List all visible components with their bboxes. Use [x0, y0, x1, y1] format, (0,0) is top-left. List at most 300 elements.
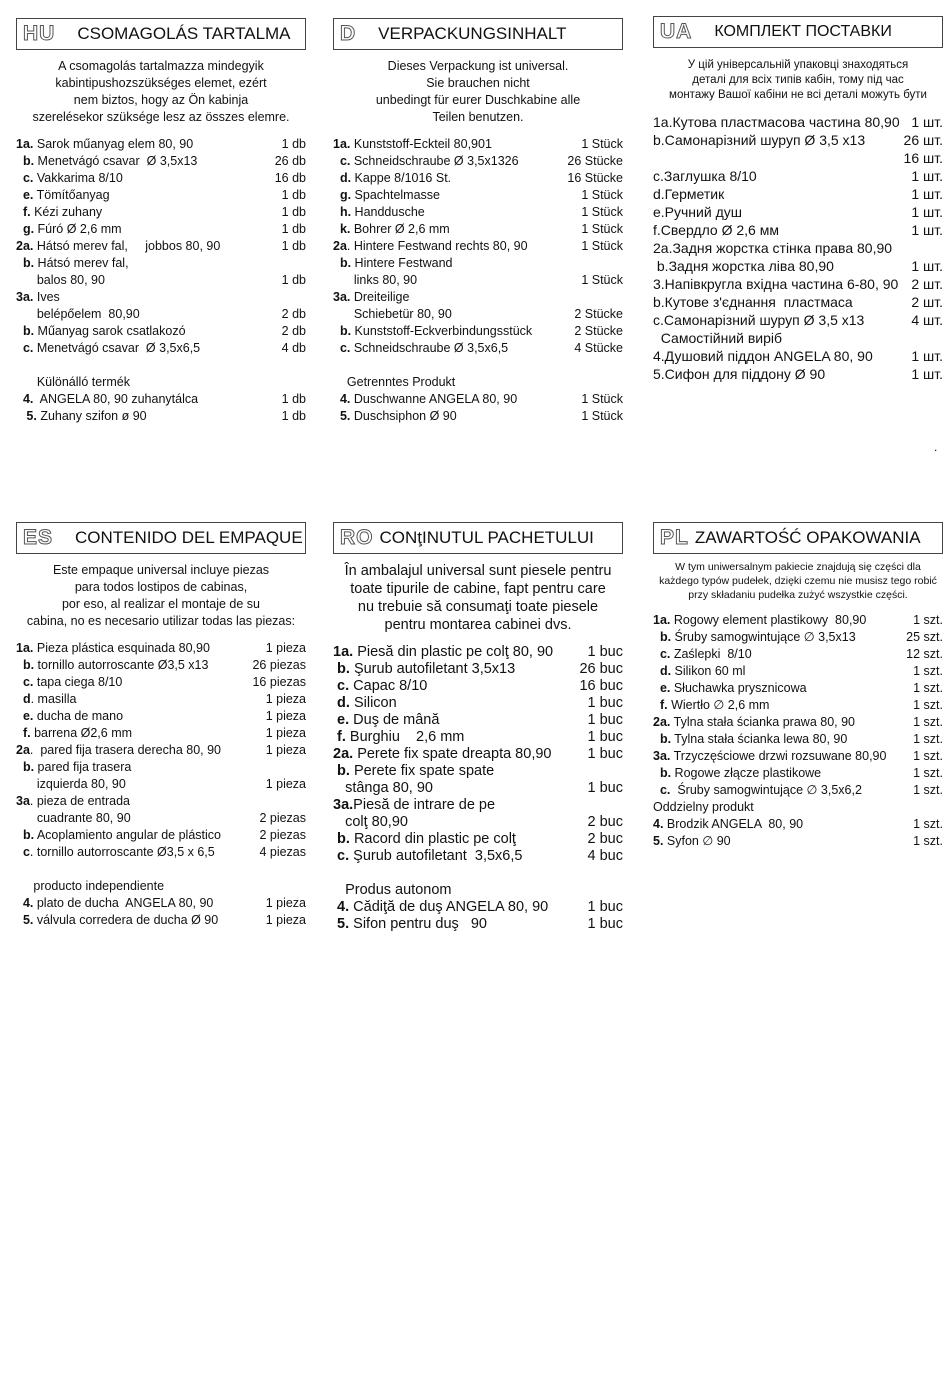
item-label	[16, 374, 130, 391]
item-number: c.	[653, 783, 671, 797]
item-text: Самостійний виріб	[653, 330, 783, 346]
item-number: 1a.	[653, 613, 671, 627]
item-label	[16, 306, 140, 323]
list-item	[16, 844, 306, 861]
item-text: Perete fix spate dreapta 80,90	[353, 746, 552, 762]
list-item	[16, 391, 306, 408]
list-item	[333, 289, 623, 306]
item-quantity: 1 db	[281, 188, 306, 202]
list-item	[16, 204, 306, 221]
language-code: HU	[23, 22, 56, 45]
item-label	[16, 912, 218, 929]
list-item	[653, 365, 943, 383]
item-number: b.	[16, 828, 35, 842]
list-item	[653, 612, 943, 629]
item-number: b.	[333, 661, 350, 677]
item-text: 2a.Задня жорстка стінка права 80,90	[653, 240, 893, 256]
list-item	[16, 691, 306, 708]
item-text: Brodzik ANGELA 80, 90	[663, 817, 804, 831]
item-quantity: 2 buc	[587, 831, 623, 847]
item-label	[333, 780, 433, 797]
list-item	[653, 113, 943, 131]
item-text: plato de ducha ANGELA 80, 90	[33, 896, 214, 910]
item-label	[653, 629, 856, 646]
list-item	[16, 187, 306, 204]
item-number: b.	[653, 766, 672, 780]
list-item	[16, 895, 306, 912]
item-label	[333, 153, 519, 170]
item-number: f.	[16, 726, 31, 740]
item-quantity: 1 шт.	[911, 348, 943, 364]
item-text: c.Самонарізний шуруп Ø 3,5 x13	[653, 312, 865, 328]
item-number: d.	[653, 664, 672, 678]
list-item	[16, 340, 306, 357]
panel-title: ZAWARTOŚĆ OPAKOWANIA	[694, 528, 921, 547]
item-quantity: 4 db	[281, 341, 306, 355]
item-label	[333, 746, 551, 763]
list-item	[333, 238, 623, 255]
item-label	[653, 697, 769, 714]
item-list	[333, 136, 623, 425]
list-item	[16, 793, 306, 810]
item-text: Śruby samogwintujące ∅ 3,5x6,2	[670, 783, 862, 797]
item-number: 2a.	[653, 715, 671, 729]
item-number: e.	[16, 188, 34, 202]
item-text: producto independiente	[16, 879, 165, 893]
list-item	[653, 816, 943, 833]
item-quantity: 1 db	[281, 205, 306, 219]
item-text: Getrenntes Produkt	[333, 375, 456, 389]
item-number: b.	[653, 732, 672, 746]
panel-intro: Este empaque universal incluye piezas para todos lostipos de cabinas, por eso, al realizar el montaje de su cabina, no es necesario utilizar todas las piezas:	[26, 563, 296, 628]
list-item	[16, 272, 306, 289]
item-text: Cădiţă de duş ANGELA 80, 90	[349, 899, 549, 915]
item-quantity: 1 szt.	[913, 664, 943, 678]
item-text: Műanyag sarok csatlakozó	[34, 324, 186, 338]
item-label	[653, 329, 782, 347]
list-item	[653, 663, 943, 680]
item-number: b.	[333, 324, 352, 338]
list-item	[333, 272, 623, 289]
item-quantity: 1 szt.	[913, 681, 943, 695]
item-quantity: 1 pieza	[265, 777, 306, 791]
item-label	[333, 797, 495, 814]
item-text: d.Герметик	[653, 186, 725, 202]
item-number: 2a.	[16, 239, 34, 253]
item-label	[653, 185, 724, 203]
item-label	[16, 170, 123, 187]
list-item	[16, 674, 306, 691]
panel-title: CSOMAGOLÁS TARTALMA	[77, 24, 291, 43]
item-text: Wiertło ∅ 2,6 mm	[667, 698, 770, 712]
item-number: 4.	[16, 392, 34, 406]
item-label	[16, 674, 122, 691]
list-item	[653, 782, 943, 799]
list-item	[653, 311, 943, 329]
list-item	[16, 810, 306, 827]
item-quantity: 1 szt.	[913, 613, 943, 627]
item-label	[653, 748, 886, 765]
list-item	[333, 153, 623, 170]
language-code: RO	[340, 526, 374, 549]
item-text: Kappe 8/1016 St.	[351, 171, 452, 185]
item-number: f.	[333, 729, 346, 745]
list-item	[333, 408, 623, 425]
list-item	[333, 661, 623, 678]
list-item	[16, 742, 306, 759]
item-quantity: 2 Stücke	[574, 324, 623, 338]
list-item	[653, 275, 943, 293]
item-text: Duschsiphon Ø 90	[350, 409, 457, 423]
item-label	[333, 695, 397, 712]
item-text: Kunststoff-Eckverbindungsstück	[351, 324, 533, 338]
item-label	[16, 708, 123, 725]
item-quantity: 25 szt.	[906, 630, 943, 644]
item-text: Vakkarima 8/10	[33, 171, 123, 185]
item-quantity: 1 szt.	[913, 732, 943, 746]
item-label	[16, 221, 122, 238]
list-item	[653, 629, 943, 646]
item-number: b.	[333, 831, 350, 847]
item-text: Śruby samogwintujące ∅ 3,5x13	[671, 630, 856, 644]
item-label	[333, 272, 417, 289]
item-number: c.	[333, 341, 351, 355]
item-quantity: 1 pieza	[265, 641, 306, 655]
item-quantity: 1 pieza	[265, 692, 306, 706]
item-quantity: 1 шт.	[911, 204, 943, 220]
list-item	[333, 221, 623, 238]
item-label	[333, 187, 440, 204]
item-number: 2a	[333, 239, 347, 253]
item-text: Pieza plástica esquinada 80,90	[33, 641, 210, 655]
item-quantity: 26 Stücke	[567, 154, 623, 168]
item-text: b.Задня жорстка ліва 80,90	[653, 258, 834, 274]
item-number: d.	[333, 171, 352, 185]
list-item	[333, 848, 623, 865]
item-label	[16, 340, 200, 357]
item-number: 4.	[333, 899, 350, 915]
item-text: ducha de mano	[33, 709, 124, 723]
list-item	[333, 306, 623, 323]
item-text: Schneidschraube Ø 3,5x6,5	[350, 341, 509, 355]
list-item	[333, 374, 623, 391]
item-quantity: 1 Stück	[581, 205, 623, 219]
item-label	[16, 759, 131, 776]
item-label	[16, 691, 76, 708]
item-label	[16, 895, 213, 912]
item-label	[16, 810, 131, 827]
list-item	[333, 814, 623, 831]
list-item	[653, 731, 943, 748]
list-item	[16, 657, 306, 674]
item-label	[653, 131, 865, 149]
item-number: c.	[333, 678, 350, 694]
list-item	[16, 221, 306, 238]
item-text: Syfon ∅ 90	[663, 834, 731, 848]
panel-intro: Dieses Verpackung ist universal. Sie brauchen nicht unbedingt für eurer Duschkabine alle Teilen benutzen.	[375, 59, 581, 124]
item-quantity: 1 шт.	[911, 366, 943, 382]
list-item	[333, 797, 623, 814]
item-text: Bohrer Ø 2,6 mm	[350, 222, 450, 236]
language-code: PL	[660, 526, 689, 549]
language-code: D	[340, 22, 357, 45]
item-number: h.	[333, 205, 352, 219]
panel-intro: A csomagolás tartalmazza mindegyik kabintipushozszükséges elemet, ezért nem biztos, hogy az Ön kabinja szerelésekor szüksége lesz az összes elemre.	[32, 59, 290, 124]
item-number: f.	[653, 698, 668, 712]
item-quantity: 2 piezas	[259, 828, 306, 842]
list-item	[333, 323, 623, 340]
item-text: Tömítőanyag	[33, 188, 110, 202]
item-text: Duschwanne ANGELA 80, 90	[350, 392, 518, 406]
item-text: tornillo autorroscante Ø3,5 x13	[34, 658, 209, 672]
item-number: b.	[16, 658, 35, 672]
item-number: 3a.	[653, 749, 671, 763]
item-quantity: 1 buc	[587, 916, 623, 932]
item-label	[653, 663, 745, 680]
list-item	[333, 865, 623, 882]
list-item	[333, 712, 623, 729]
list-item	[333, 831, 623, 848]
item-label	[16, 255, 129, 272]
item-number: b.	[16, 256, 35, 270]
item-text: Schneidschraube Ø 3,5x1326	[350, 154, 519, 168]
item-label	[16, 136, 193, 153]
item-text: Racord din plastic pe colţ	[349, 831, 516, 847]
item-number: c.	[16, 171, 34, 185]
item-text: Şurub autofiletant 3,5x13	[349, 661, 516, 677]
item-number: 5.	[333, 916, 350, 932]
list-item	[653, 185, 943, 203]
list-item	[16, 912, 306, 929]
list-item	[16, 640, 306, 657]
item-text: c.Заглушка 8/10	[653, 168, 757, 184]
list-item	[653, 203, 943, 221]
item-label	[653, 765, 821, 782]
item-quantity: 1 pieza	[265, 913, 306, 927]
item-label	[16, 238, 220, 255]
item-quantity: 1 шт.	[911, 258, 943, 274]
item-quantity: 1 Stück	[581, 273, 623, 287]
item-text: tapa ciega 8/10	[33, 675, 123, 689]
item-quantity: 1 szt.	[913, 715, 943, 729]
item-number: 5.	[16, 913, 34, 927]
item-quantity: 2 db	[281, 324, 306, 338]
item-quantity: 16 piezas	[252, 675, 306, 689]
item-label	[653, 714, 855, 731]
list-item	[16, 289, 306, 306]
item-number: g.	[333, 188, 352, 202]
item-quantity: 1 Stück	[581, 137, 623, 151]
item-text: Menetvágó csavar Ø 3,5x13	[34, 154, 198, 168]
item-quantity: 1 Stück	[581, 239, 623, 253]
item-number: 1a.	[16, 641, 34, 655]
item-label	[653, 365, 825, 383]
item-quantity: 1 db	[281, 222, 306, 236]
item-number: e.	[16, 709, 34, 723]
list-item	[16, 374, 306, 391]
list-item	[16, 878, 306, 895]
item-label	[333, 374, 455, 391]
item-number: f.	[16, 205, 31, 219]
item-quantity: 16 db	[274, 171, 306, 185]
item-text: Piesă de intrare de pe	[353, 797, 496, 813]
list-item	[653, 347, 943, 365]
list-item	[333, 695, 623, 712]
item-label	[333, 204, 425, 221]
item-label	[653, 113, 900, 131]
item-text: cuadrante 80, 90	[16, 811, 131, 825]
item-list	[653, 612, 943, 850]
item-text: Kunststoff-Eckteil 80,901	[350, 137, 492, 151]
item-label	[16, 827, 221, 844]
item-text: izquierda 80, 90	[16, 777, 126, 791]
item-label	[653, 799, 754, 816]
item-text: Tylna stała ścianka prawa 80, 90	[670, 715, 855, 729]
item-number: k.	[333, 222, 351, 236]
item-label	[653, 257, 834, 275]
item-quantity: 1 buc	[587, 695, 623, 711]
list-item	[333, 763, 623, 780]
item-label	[333, 170, 451, 187]
item-label	[16, 204, 102, 221]
item-label	[16, 323, 186, 340]
item-label	[333, 340, 508, 357]
item-text: Zuhany szifon ø 90	[36, 409, 147, 423]
item-quantity: 1 pieza	[265, 726, 306, 740]
item-quantity: 1 szt.	[913, 834, 943, 848]
item-text: Rogowy element plastikowy 80,90	[670, 613, 867, 627]
panel-title: CONţINUTUL PACHETULUI	[379, 528, 594, 547]
item-label	[16, 742, 221, 759]
item-quantity: 1 buc	[587, 644, 623, 660]
item-text: . tornillo autorroscante Ø3,5 x 6,5	[29, 845, 215, 859]
item-number: d.	[333, 695, 350, 711]
item-text: stânga 80, 90	[333, 780, 433, 796]
item-quantity: 26 piezas	[252, 658, 306, 672]
item-text: Sifon pentru duş 90	[349, 916, 487, 932]
item-number: 5.	[333, 409, 351, 423]
language-code: ES	[23, 526, 54, 549]
item-label	[333, 831, 516, 848]
item-number: b.	[333, 763, 350, 779]
panel-ro	[333, 522, 623, 933]
item-quantity: 1 szt.	[913, 783, 943, 797]
item-text: Słuchawka prysznicowa	[670, 681, 807, 695]
panel-title: КОМПЛЕКТ ПОСТАВКИ	[714, 23, 892, 40]
item-label	[653, 275, 898, 293]
item-label	[333, 289, 409, 306]
item-text: Schiebetür 80, 90	[333, 307, 452, 321]
item-quantity: 4 piezas	[259, 845, 306, 859]
list-item	[16, 357, 306, 374]
item-label	[16, 187, 110, 204]
list-item	[16, 306, 306, 323]
item-label	[333, 644, 553, 661]
item-text: . masilla	[30, 692, 77, 706]
item-label	[333, 763, 494, 780]
panel-title: VERPACKUNGSINHALT	[378, 24, 567, 43]
item-label	[653, 221, 779, 239]
item-text: Produs autonom	[333, 882, 452, 898]
item-quantity: 1 Stück	[581, 188, 623, 202]
item-number: 3a	[16, 794, 30, 808]
list-item	[333, 255, 623, 272]
list-item	[653, 239, 943, 257]
list-item	[16, 153, 306, 170]
list-item	[16, 255, 306, 272]
item-number: 1a.	[333, 644, 354, 660]
item-text: f.Свердло Ø 2,6 мм	[653, 222, 779, 238]
list-item	[333, 204, 623, 221]
item-label	[333, 408, 457, 425]
item-number: g.	[16, 222, 35, 236]
item-quantity: 1 шт.	[911, 186, 943, 202]
item-label	[653, 782, 862, 799]
list-item	[333, 882, 623, 899]
item-label	[653, 646, 752, 663]
panel-intro: W tym uniwersalnym pakiecie znajdują się części dla każdego typów pudełek, dzięki czemu nie musisz tego robić przy składaniu pudełka zużyć wszystkie części.	[659, 561, 937, 601]
list-item	[16, 827, 306, 844]
panel-header	[16, 18, 306, 50]
panel-header	[653, 16, 943, 48]
list-item	[653, 799, 943, 816]
item-quantity: 2 db	[281, 307, 306, 321]
list-item	[653, 131, 943, 149]
item-number: 4.	[653, 817, 664, 831]
panel-title: CONTENIDO DEL EMPAQUE	[75, 528, 303, 547]
item-text: Menetvágó csavar Ø 3,5x6,5	[33, 341, 201, 355]
item-label	[653, 612, 866, 629]
item-label	[653, 680, 807, 697]
item-label	[333, 848, 522, 865]
item-label	[16, 153, 197, 170]
item-label	[333, 136, 492, 153]
panel-hu	[16, 18, 306, 425]
item-text: b.Самонарізний шуруп Ø 3,5 x13	[653, 132, 866, 148]
list-item	[653, 680, 943, 697]
list-item	[653, 221, 943, 239]
item-quantity: 16 Stücke	[567, 171, 623, 185]
item-quantity: 1 buc	[587, 780, 623, 796]
language-code: UA	[660, 20, 693, 43]
list-item	[653, 765, 943, 782]
item-quantity: 16 buc	[579, 678, 623, 694]
list-item	[333, 678, 623, 695]
item-label	[16, 657, 208, 674]
item-label	[653, 167, 757, 185]
item-label	[653, 203, 742, 221]
item-number: 1a.	[16, 137, 34, 151]
list-item	[333, 340, 623, 357]
list-item	[333, 170, 623, 187]
panel-pl	[653, 522, 943, 850]
item-text: Duş de mână	[349, 712, 440, 728]
list-item	[653, 714, 943, 731]
list-item	[333, 746, 623, 763]
item-label	[653, 731, 847, 748]
item-text: Fúró Ø 2,6 mm	[34, 222, 122, 236]
item-quantity: 1 db	[281, 273, 306, 287]
item-number: c.	[16, 341, 34, 355]
item-quantity: 1 шт.	[911, 168, 943, 184]
item-quantity: 1 buc	[587, 712, 623, 728]
item-quantity: 2 Stücke	[574, 307, 623, 321]
item-label	[16, 391, 198, 408]
item-text: Zaślepki 8/10	[670, 647, 752, 661]
item-label	[333, 916, 487, 933]
item-number: c	[16, 845, 30, 859]
item-quantity: 26 buc	[579, 661, 623, 677]
